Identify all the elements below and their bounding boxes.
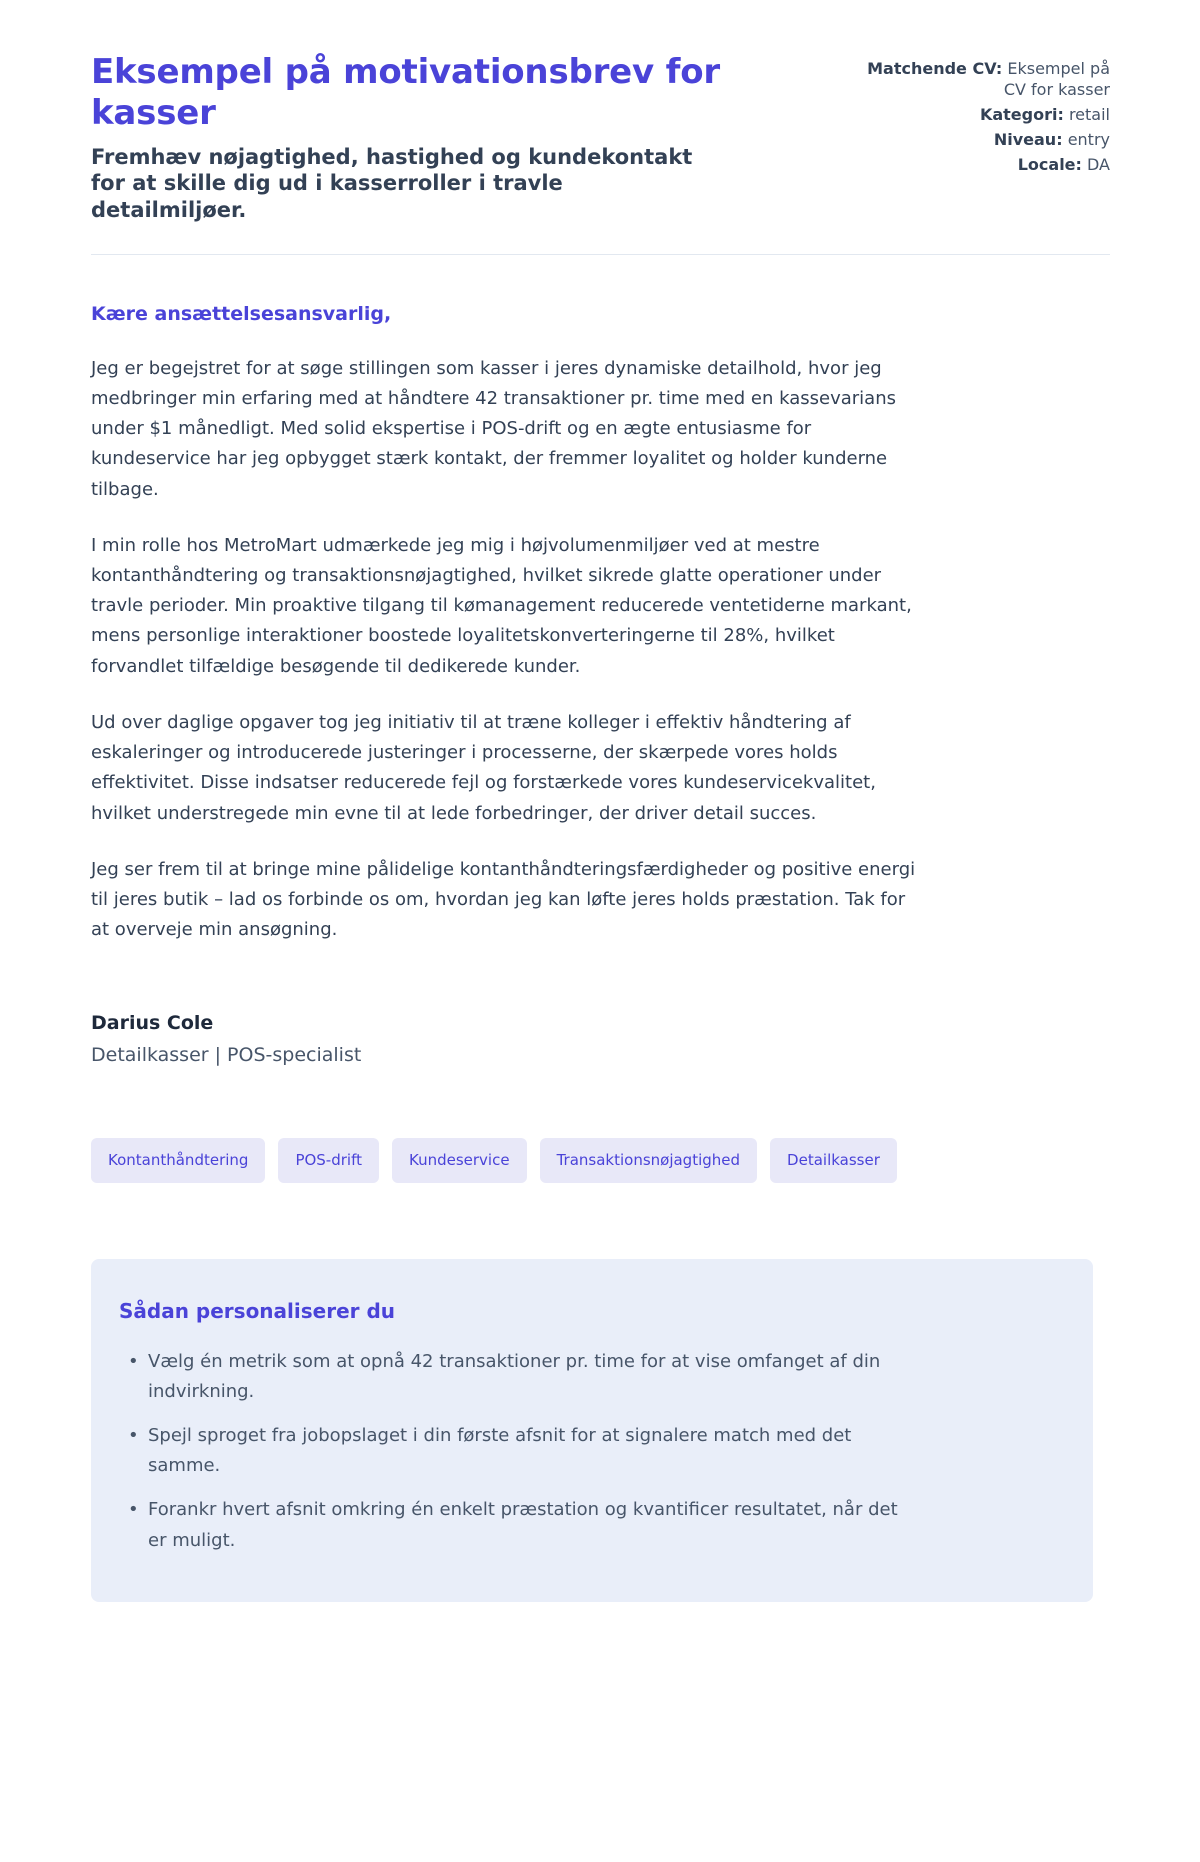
letter-paragraph: Jeg er begejstret for at søge stillingen som kasser i jeres dynamiske detailhold, hvor jeg medbringer min erfaring med at håndtere 42 transaktioner pr. time med en kassevarians under $1 månedligt. Med solid ekspertise i POS-drift og en ægte entusiasme for kundeservice har jeg opbygget stærk kontakt, der fremmer loyalitet og holder kunderne tilbage. <box>91 357 896 500</box>
tips-list-item: • Spejl sproget fra jobopslaget i din første afsnit for at signalere match med det samme. <box>119 1421 919 1481</box>
personalization-tips-box <box>91 1259 1093 1602</box>
meta-level-value: entry <box>1067 130 1110 150</box>
tag-chip-pos-drift[interactable]: POS-drift <box>278 1138 379 1183</box>
meta-locale-label: Locale: <box>1017 155 1082 175</box>
tips-list <box>119 1347 1061 1556</box>
meta-locale <box>858 154 1110 175</box>
letter-body <box>91 303 1110 1066</box>
meta-matching-cv-value: Eksempel på CV for kasser <box>1003 59 1110 100</box>
skill-tags-row <box>91 1138 1110 1183</box>
tips-title: Sådan personaliserer du <box>119 1298 396 1323</box>
tag-chip-kundeservice[interactable]: Kundeservice <box>392 1138 527 1183</box>
meta-category-label: Kategori: <box>979 105 1064 125</box>
letter-paragraph: Ud over daglige opgaver tog jeg initiativ til at træne kolleger i effektiv håndtering af eskaleringer og introducerede justeringer i processerne, der skærpede vores holds effektivitet. Disse indsatser reducerede fejl og forstærkede vores kundeservicekvalitet, hvilket understregede min evne til at lede forbedringer, der driver detail succes. <box>91 711 876 824</box>
tips-list-item: • Vælg én metrik som at opnå 42 transaktioner pr. time for at vise omfanget af din indvirkning. <box>119 1347 919 1407</box>
page-header <box>91 52 1110 224</box>
header-divider <box>91 254 1110 255</box>
signature-name: Darius Cole <box>91 1011 214 1034</box>
letter-paragraph: Jeg ser frem til at bringe mine pålidelige kontanthåndteringsfærdigheder og positive energi til jeres butik – lad os forbinde os om, hvordan jeg kan løfte jeres holds præstation. Tak for at overveje min ansøgning. <box>91 858 916 941</box>
meta-locale-value: DA <box>1087 155 1110 175</box>
meta-matching-cv <box>858 58 1110 100</box>
tag-chip-transaktionsnoejagtighed[interactable]: Transaktionsnøjagtighed <box>540 1138 757 1183</box>
page-subtitle: Fremhæv nøjagtighed, hastighed og kundekontakt for at skille dig ud i kasserroller i travle detailmiljøer. <box>91 144 693 222</box>
meta-matching-cv-label: Matchende CV: <box>867 59 1003 78</box>
signature-role: Detailkasser | POS-specialist <box>91 1043 362 1066</box>
page-title: Eksempel på motivationsbrev for kasser <box>91 52 720 133</box>
tag-chip-kontanthaandtering[interactable]: Kontanthåndtering <box>91 1138 265 1183</box>
letter-paragraph: I min rolle hos MetroMart udmærkede jeg mig i højvolumenmiljøer ved at mestre kontanthåndtering og transaktionsnøjagtighed, hvilket sikrede glatte operationer under travle perioder. Min proaktive tilgang til kømanagement reducerede ventetiderne markant, mens personlige interaktioner boostede loyalitetskonverteringerne til 28%, hvilket forvandlet tilfældige besøgende til dedikerede kunder. <box>91 534 912 677</box>
meta-category-value: retail <box>1068 105 1110 125</box>
meta-level-label: Niveau: <box>993 130 1063 150</box>
signature-block <box>91 1012 1110 1066</box>
letter-greeting: Kære ansættelsesansvarlig, <box>91 302 392 325</box>
meta-level <box>858 129 1110 150</box>
header-title-block <box>91 52 731 224</box>
meta-category <box>858 104 1110 125</box>
tips-list-item: • Forankr hvert afsnit omkring én enkelt præstation og kvantificer resultatet, når det er muligt. <box>119 1495 919 1555</box>
tag-chip-detailkasser[interactable]: Detailkasser <box>770 1138 897 1183</box>
meta-panel <box>858 52 1110 180</box>
